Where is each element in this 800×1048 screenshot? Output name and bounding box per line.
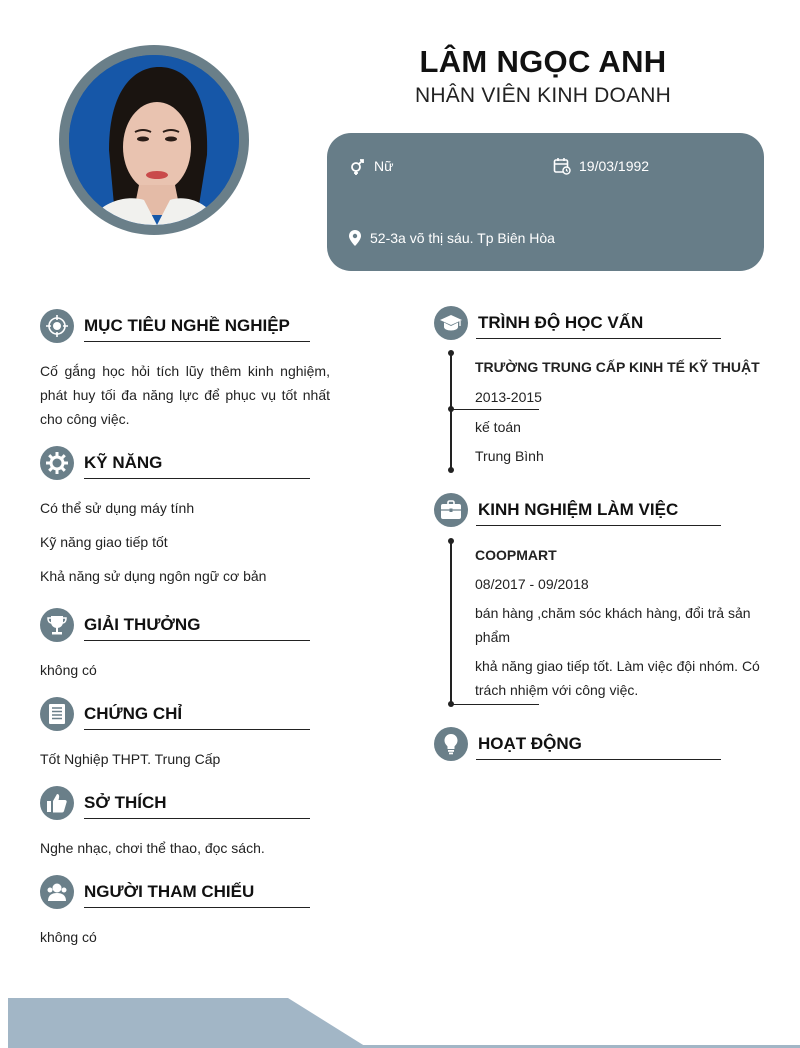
timeline-dot	[448, 467, 454, 473]
education-years: 2013-2015	[475, 389, 542, 405]
graduation-cap-icon	[434, 306, 468, 340]
dob-item	[553, 157, 649, 175]
objective-section-icon-wrap	[40, 309, 74, 343]
location-pin-icon	[348, 229, 362, 247]
objective-divider	[84, 341, 310, 342]
activities-icon-wrap	[434, 727, 468, 761]
candidate-name: LÂM NGỌC ANH	[419, 44, 667, 79]
certificates-icon-wrap	[40, 697, 74, 731]
certificates-text: Tốt Nghiệp THPT. Trung Cấp	[40, 751, 221, 767]
objective-title: MỤC TIÊU NGHỀ NGHIỆP	[84, 316, 290, 335]
education-school: TRƯỜNG TRUNG CẤP KINH TẾ KỸ THUẬT	[475, 359, 760, 375]
references-icon-wrap	[40, 875, 74, 909]
skills-divider	[84, 478, 310, 479]
hobbies-title: SỞ THÍCH	[84, 793, 167, 812]
dob-value: 19/03/1992	[579, 158, 650, 174]
certificate-icon	[40, 697, 74, 731]
awards-icon-wrap	[40, 608, 74, 642]
address-item	[348, 229, 555, 247]
calendar-icon	[553, 157, 571, 175]
hobbies-icon-wrap	[40, 786, 74, 820]
footer-decoration	[0, 990, 800, 1048]
profile-photo-frame	[59, 45, 249, 235]
skills-title: KỸ NĂNG	[84, 453, 163, 472]
gender-value: Nữ	[374, 158, 394, 174]
experience-period: 08/2017 - 09/2018	[475, 576, 589, 592]
education-grade: Trung Bình	[475, 448, 544, 464]
certificates-title: CHỨNG CHỈ	[84, 704, 183, 723]
education-divider	[476, 338, 721, 339]
target-icon	[40, 309, 74, 343]
experience-icon-wrap	[434, 493, 468, 527]
awards-divider	[84, 640, 310, 641]
experience-title: KINH NGHIỆM LÀM VIỆC	[478, 500, 679, 519]
profile-photo	[69, 55, 239, 225]
gender-item	[348, 157, 393, 175]
education-major: kế toán	[475, 419, 521, 435]
experience-desc: bán hàng ,chăm sóc khách hàng, đổi trả sản phẩm	[475, 605, 751, 645]
gender-icon	[348, 157, 366, 175]
hobbies-divider	[84, 818, 310, 819]
experience-timeline	[450, 541, 452, 705]
experience-desc: khả năng giao tiếp tốt. Làm việc đội nhóm. Có trách nhiệm với công việc.	[475, 658, 760, 698]
experience-divider	[476, 525, 721, 526]
address-value: 52-3a võ thị sáu. Tp Biên Hòa	[370, 230, 555, 246]
objective-text: Cố gắng học hỏi tích lũy thêm kinh nghiệm, phát huy tối đa năng lực để phục vụ tốt nhất cho công việc.	[40, 363, 330, 427]
references-text: không có	[40, 929, 97, 945]
hobbies-text: Nghe nhạc, chơi thể thao, đọc sách.	[40, 840, 265, 856]
candidate-position: NHÂN VIÊN KINH DOANH	[414, 84, 672, 107]
timeline-dot	[448, 350, 454, 356]
gear-icon	[40, 446, 74, 480]
timeline-connector	[451, 409, 539, 410]
certificates-divider	[84, 729, 310, 730]
skill-item: Kỹ năng giao tiếp tốt	[40, 534, 168, 550]
awards-text: không có	[40, 662, 97, 678]
references-title: NGƯỜI THAM CHIẾU	[84, 882, 255, 901]
lightbulb-icon	[434, 727, 468, 761]
awards-title: GIẢI THƯỞNG	[84, 615, 201, 634]
skills-icon-wrap	[40, 446, 74, 480]
skill-item: Có thể sử dụng máy tính	[40, 500, 195, 516]
people-icon	[40, 875, 74, 909]
timeline-connector	[451, 704, 539, 705]
activities-title: HOẠT ĐỘNG	[478, 734, 582, 753]
skill-item: Khả năng sử dụng ngôn ngữ cơ bản	[40, 568, 267, 584]
timeline-dot	[448, 538, 454, 544]
references-divider	[84, 907, 310, 908]
activities-divider	[476, 759, 721, 760]
education-title: TRÌNH ĐỘ HỌC VẤN	[478, 313, 644, 332]
thumbs-up-icon	[40, 786, 74, 820]
personal-info-box	[327, 133, 764, 271]
trophy-icon	[40, 608, 74, 642]
briefcase-icon	[434, 493, 468, 527]
education-icon-wrap	[434, 306, 468, 340]
experience-company: COOPMART	[475, 547, 557, 563]
